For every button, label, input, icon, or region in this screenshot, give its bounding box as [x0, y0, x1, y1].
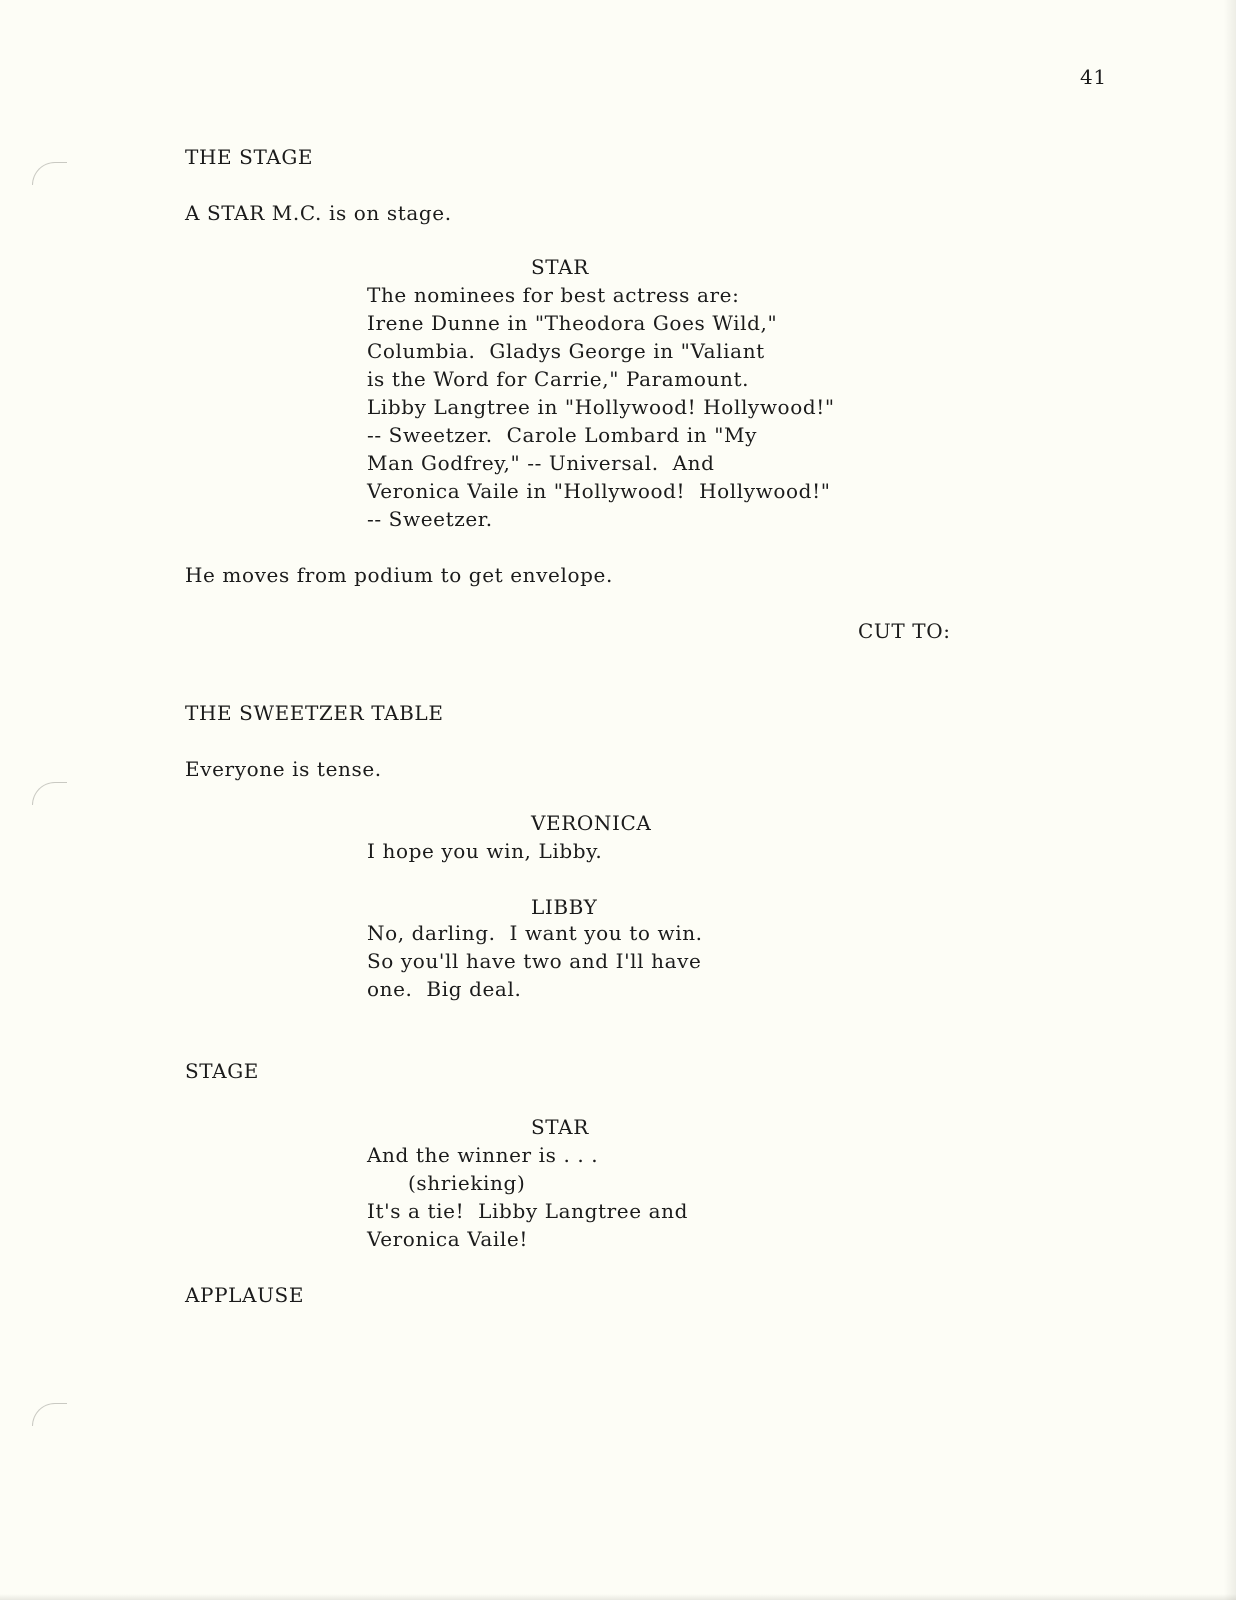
dialogue-line: And the winner is . . . [367, 1143, 599, 1167]
character-name: VERONICA [531, 811, 652, 835]
character-name: STAR [531, 1115, 589, 1139]
dialogue-line: Irene Dunne in "Theodora Goes Wild," [367, 311, 778, 335]
punch-hole-mark [32, 782, 67, 805]
dialogue-line: Libby Langtree in "Hollywood! Hollywood!" [367, 395, 835, 419]
dialogue-line: Man Godfrey," -- Universal. And [367, 451, 715, 475]
dialogue-line: Veronica Vaile in "Hollywood! Hollywood!" [367, 479, 831, 503]
dialogue-line: is the Word for Carrie," Paramount. [367, 367, 750, 391]
character-name: LIBBY [531, 895, 598, 919]
punch-hole-mark [32, 162, 67, 185]
paper-bottom-edge [0, 1594, 1236, 1600]
scene-heading: THE STAGE [185, 145, 314, 169]
dialogue-line: -- Sweetzer. Carole Lombard in "My [367, 423, 757, 447]
dialogue-line: Columbia. Gladys George in "Valiant [367, 339, 765, 363]
dialogue-line: I hope you win, Libby. [367, 839, 603, 863]
parenthetical: (shrieking) [408, 1171, 526, 1195]
transition: CUT TO: [858, 619, 951, 643]
page-number: 41 [1080, 65, 1107, 89]
character-name: STAR [531, 255, 589, 279]
action-line: Everyone is tense. [185, 757, 382, 781]
scene-heading: APPLAUSE [185, 1283, 305, 1307]
dialogue-line: -- Sweetzer. [367, 507, 493, 531]
action-line: A STAR M.C. is on stage. [185, 201, 452, 225]
scene-heading: THE SWEETZER TABLE [185, 701, 444, 725]
dialogue-line: So you'll have two and I'll have [367, 949, 702, 973]
punch-hole-mark [32, 1403, 67, 1426]
dialogue-line: No, darling. I want you to win. [367, 921, 703, 945]
dialogue-line: The nominees for best actress are: [367, 283, 740, 307]
paper-edge-shadow [1224, 0, 1236, 1600]
dialogue-line: Veronica Vaile! [367, 1227, 529, 1251]
dialogue-line: one. Big deal. [367, 977, 522, 1001]
scene-heading: STAGE [185, 1059, 259, 1083]
dialogue-line: It's a tie! Libby Langtree and [367, 1199, 689, 1223]
action-line: He moves from podium to get envelope. [185, 563, 613, 587]
